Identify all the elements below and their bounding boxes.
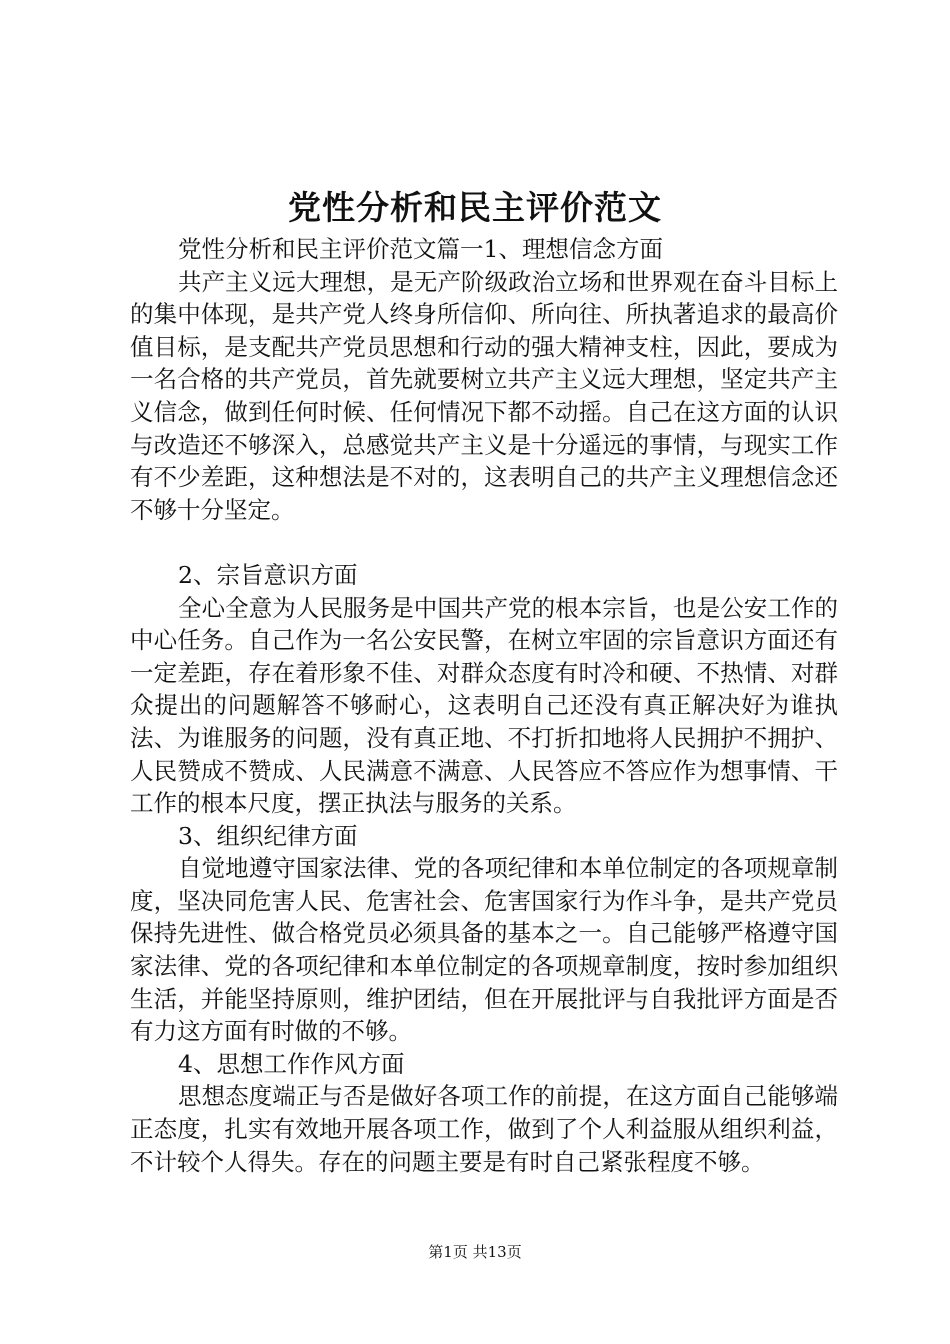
section-heading-discipline: 3、组织纪律方面 bbox=[178, 821, 358, 850]
page-number-footer: 第1页 共13页 bbox=[428, 1243, 522, 1261]
paragraph-purpose: 全心全意为人民服务是中国共产党的根本宗旨，也是公安工作的中心任务。自己作为一名公安民警，在树立牢固的宗旨意识方面还有一定差距，存在着形象不佳、对群众态度有时冷和硬、不热情、对群众提出的问题解答不够耐心，这表明自己还没有真正解决好为谁执法、为谁服务的问题，没有真正地、不打折扣地将人民拥护不拥护、人民赞成不赞成、人民满意不满意、人民答应不答应作为想事情、干工作的根本尺度，摆正执法与服务的关系。 bbox=[130, 593, 838, 818]
paragraph-work-style: 思想态度端正与否是做好各项工作的前提，在这方面自己能够端正态度，扎实有效地开展各项工作，做到了个人利益服从组织利益，不计较个人得失。存在的问题主要是有时自己紧张程度不够。 bbox=[130, 1082, 838, 1176]
document-title: 党性分析和民主评价范文 bbox=[288, 188, 662, 227]
section-heading-work-style: 4、思想工作作风方面 bbox=[178, 1049, 405, 1078]
paragraph-discipline: 自觉地遵守国家法律、党的各项纪律和本单位制定的各项规章制度，坚决同危害人民、危害社会、危害国家行为作斗争，是共产党员保持先进性、做合格党员必须具备的基本之一。自己能够严格遵守国家法律、党的各项纪律和本单位制定的各项规章制度，按时参加组织生活，并能坚持原则，维护团结，但在开展批评与自我批评方面是否有力这方面有时做的不够。 bbox=[130, 854, 838, 1046]
paragraph-ideals-beliefs: 共产主义远大理想，是无产阶级政治立场和世界观在奋斗目标上的集中体现，是共产党人终身所信仰、所向往、所执著追求的最高价值目标，是支配共产党员思想和行动的强大精神支柱，因此，要成为一名合格的共产党员，首先就要树立共产主义远大理想，坚定共产主义信念，做到任何时候、任何情况下都不动摇。自己在这方面的认识与改造还不够深入，总感觉共产主义是十分遥远的事情，与现实工作有不少差距，这种想法是不对的，这表明自己的共产主义理想信念还不够十分坚定。 bbox=[130, 267, 838, 524]
paragraph-intro-heading: 党性分析和民主评价范文篇一1、理想信念方面 bbox=[178, 235, 663, 263]
document-body bbox=[130, 233, 838, 1178]
section-heading-purpose: 2、宗旨意识方面 bbox=[178, 560, 358, 589]
